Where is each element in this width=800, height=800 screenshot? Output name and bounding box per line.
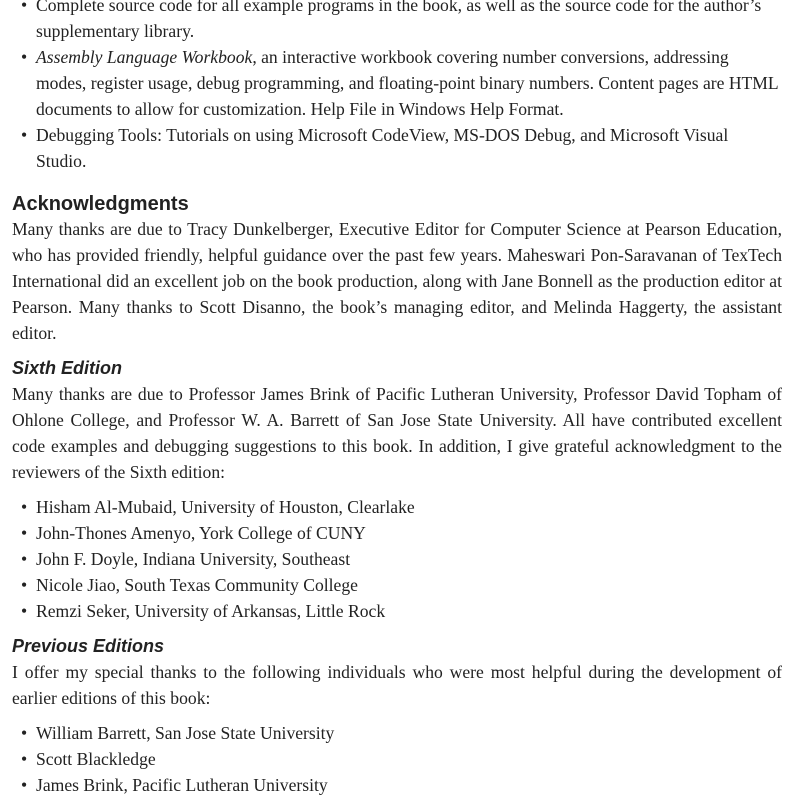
reviewer-name: Hisham Al-Mubaid, University of Houston, Clearlake [36, 497, 415, 517]
bullet-icon: • [21, 601, 28, 621]
list-item [0, 598, 800, 624]
bullet-icon: • [21, 497, 28, 517]
reviewer-list [0, 494, 800, 624]
bullet-icon: • [21, 0, 28, 15]
contributor-name: William Barrett, San Jose State University [36, 723, 335, 743]
bullet-icon: • [21, 549, 28, 569]
list-item-text: Complete source code for all example programs in the book, as well as the source code for the author’s supplementary library. [36, 0, 762, 41]
sixth-edition-heading: Sixth Edition [12, 358, 122, 378]
reviewer-name: John-Thones Amenyo, York College of CUNY [36, 523, 366, 543]
supplement-list [0, 0, 800, 174]
list-item [0, 546, 800, 572]
previous-contributors-list [0, 720, 800, 798]
previous-editions-heading: Previous Editions [12, 636, 165, 656]
list-item [0, 746, 800, 772]
sixth-edition-paragraph: Many thanks are due to Professor James Brink of Pacific Lutheran University, Professor David Topham of Ohlone College, and Professor W. A. Barrett of San Jose State University. All have contributed excellent code examples and debugging suggestions to this book. In addition, I give grateful acknowledgment to the reviewers of the Sixth edition: [12, 384, 782, 482]
workbook-title: Assembly Language Workbook [36, 47, 253, 67]
reviewer-name: Nicole Jiao, South Texas Community College [36, 575, 358, 595]
list-item [0, 494, 800, 520]
list-item [0, 0, 800, 44]
reviewer-name: Remzi Seker, University of Arkansas, Little Rock [36, 601, 386, 621]
bullet-icon: • [21, 749, 28, 769]
bullet-icon: • [21, 723, 28, 743]
list-item [0, 122, 800, 174]
acknowledgments-heading: Acknowledgments [12, 193, 189, 215]
contributor-name: James Brink, Pacific Lutheran University [36, 775, 328, 795]
list-item [0, 772, 800, 798]
bullet-icon: • [21, 575, 28, 595]
bullet-icon: • [21, 523, 28, 543]
bullet-icon: • [21, 775, 28, 795]
bullet-icon: • [21, 125, 28, 145]
list-item-text: , an interactive workbook covering number conversions, addressing modes, register usage, debug programming, and floating-point binary numbers. Content pages are HTML documents to allow for customization. Help File in Windows Help Format. [36, 47, 779, 119]
list-item [0, 572, 800, 598]
reviewer-name: John F. Doyle, Indiana University, Southeast [36, 549, 351, 569]
list-item-text: Debugging Tools: Tutorials on using Microsoft CodeView, MS-DOS Debug, and Microsoft Visual Studio. [36, 125, 729, 171]
list-item [0, 720, 800, 746]
list-item [0, 44, 800, 122]
bullet-icon: • [21, 47, 28, 67]
list-item [0, 520, 800, 546]
acknowledgments-paragraph: Many thanks are due to Tracy Dunkelberger, Executive Editor for Computer Science at Pearson Education, who has provided friendly, helpful guidance over the past few years. Maheswari Pon-Saravanan of TexTech International did an excellent job on the book production, along with Jane Bonnell as the production editor at Pearson. Many thanks to Scott Disanno, the book’s managing editor, and Melinda Haggerty, the assistant editor. [12, 219, 782, 343]
previous-editions-paragraph: I offer my special thanks to the following individuals who were most helpful during the development of earlier editions of this book: [12, 662, 782, 708]
contributor-name: Scott Blackledge [36, 749, 156, 769]
